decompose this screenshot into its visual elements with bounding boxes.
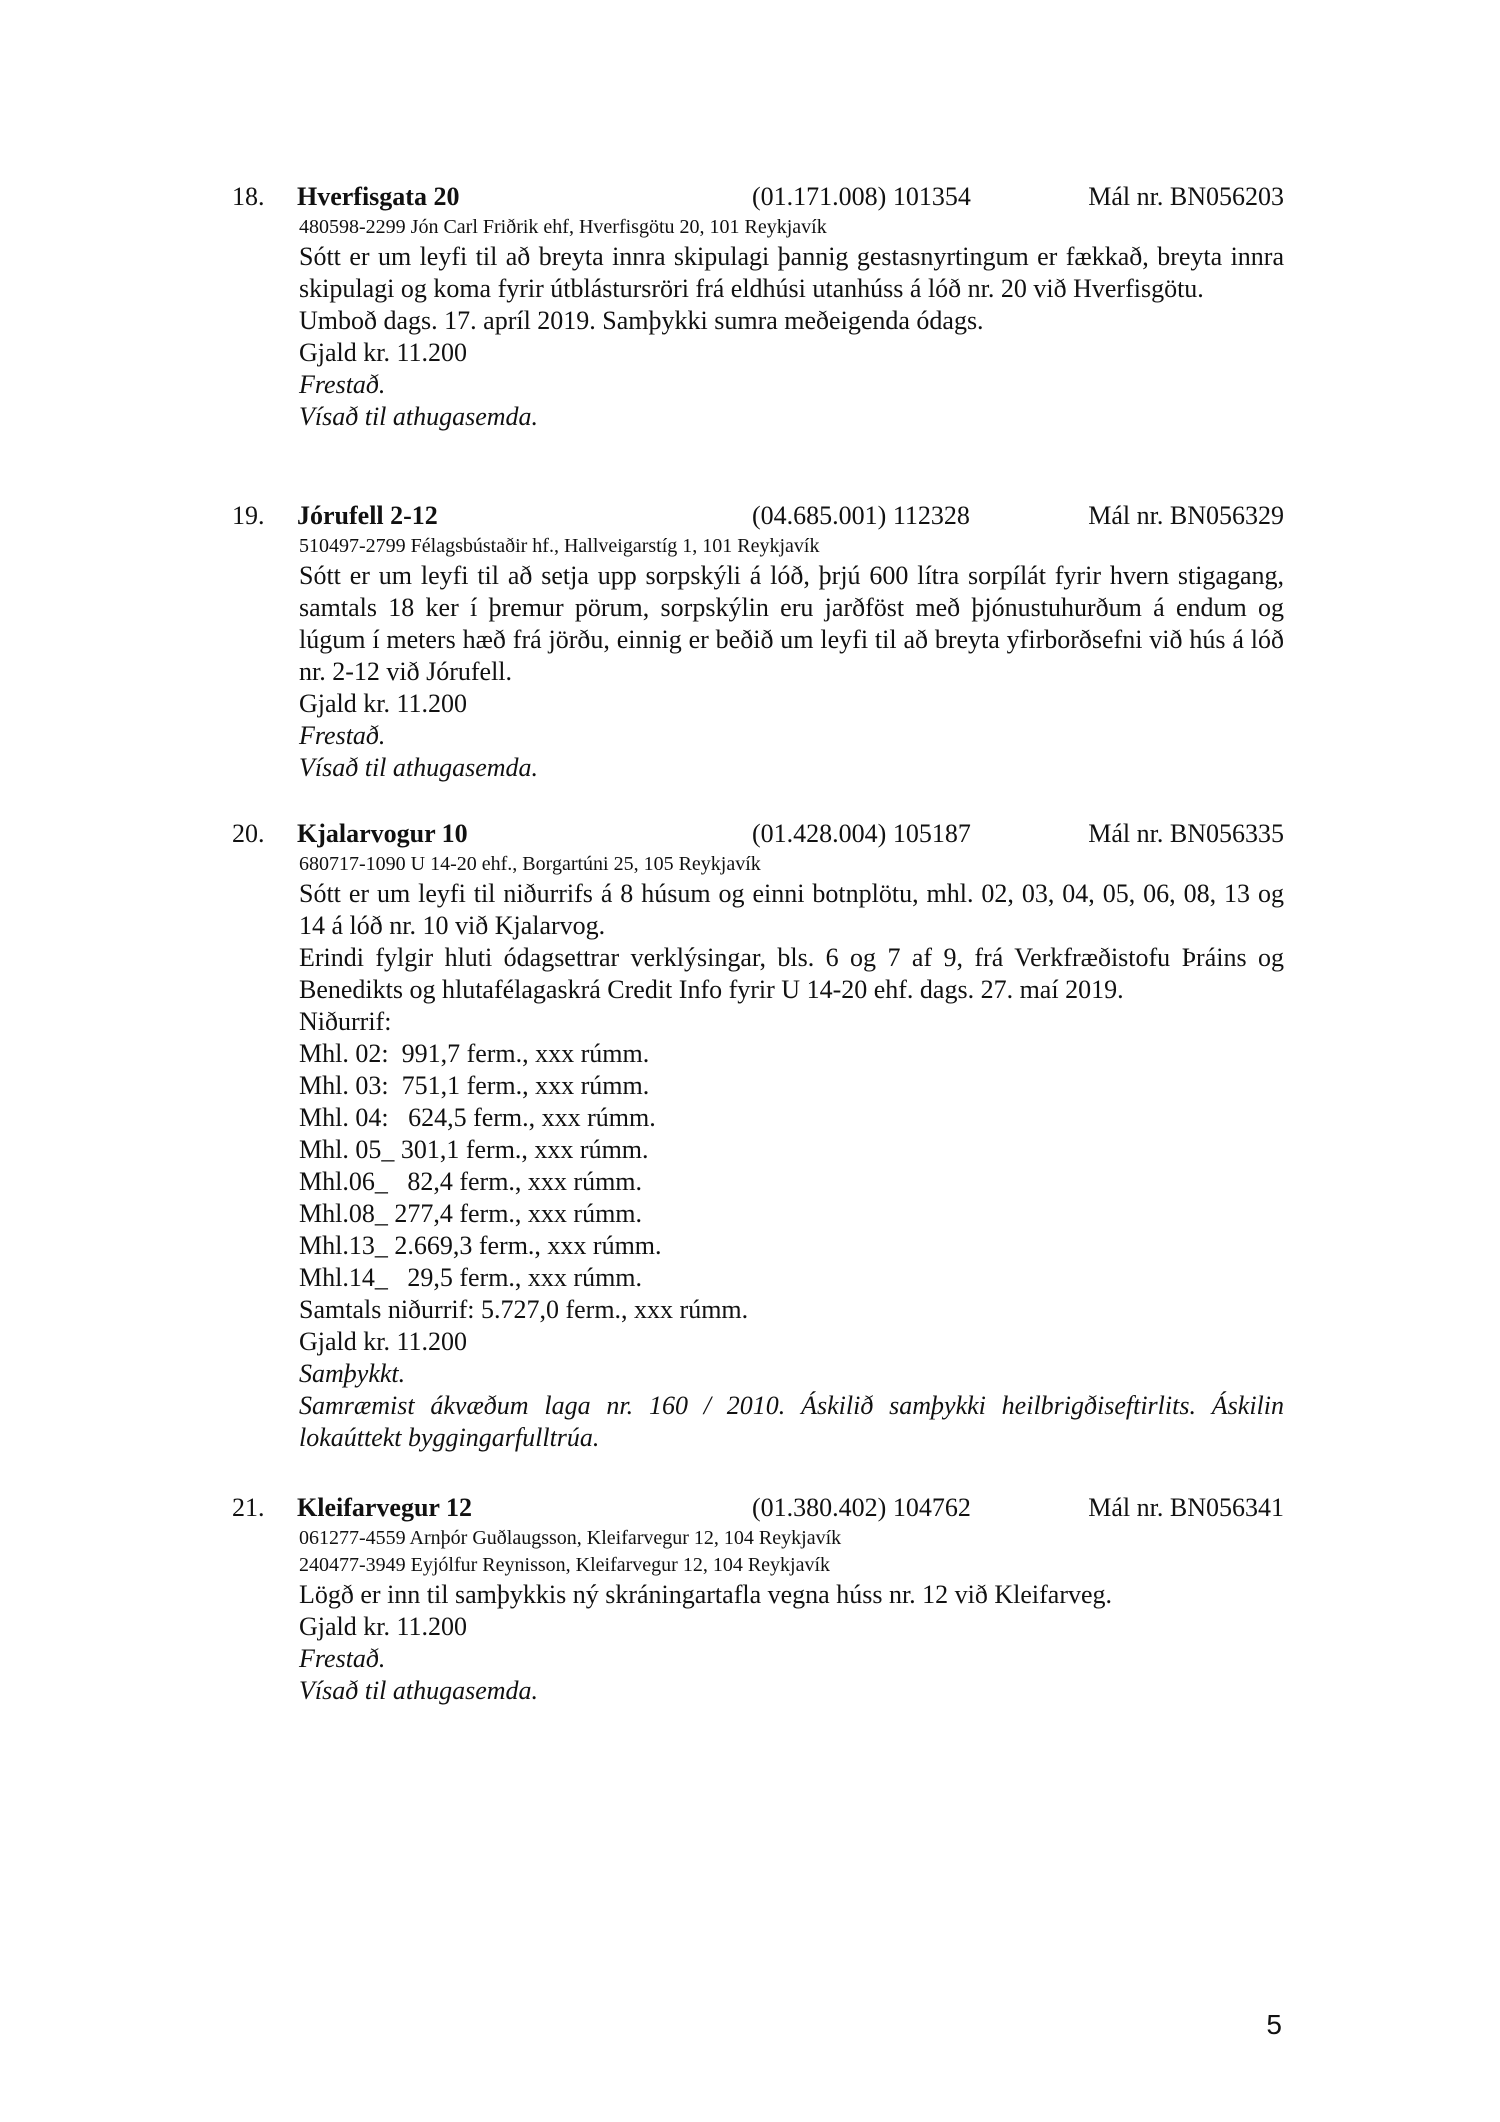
case-lot: (01.428.004) 105187 <box>752 819 971 848</box>
case-header <box>232 1491 1284 1525</box>
demolition-line: Mhl. 03: 751,1 ferm., xxx rúmm. <box>299 1071 650 1100</box>
case-fee: Gjald kr. 11.200 <box>299 338 468 367</box>
case-header <box>232 817 1284 851</box>
case-file-number: Mál nr. BN056341 <box>1088 1493 1284 1522</box>
case-address: Kjalarvogur 10 <box>297 819 468 848</box>
case-decision: Vísað til athugasemda. <box>299 753 539 782</box>
case-owner: 510497-2799 Félagsbústaðir hf., Hallveigarstíg 1, 101 Reykjavík <box>299 535 820 557</box>
case-attachment-note: Erindi fylgir hluti ódagsettrar verklýsingar, bls. 6 og 7 af 9, frá Verkfræðistofu Þráins og Benedikts og hlutafélagaskrá Credit Info fyrir U 14-20 ehf. dags. 27. maí 2019. <box>299 943 1284 1004</box>
case-lot: (01.380.402) 104762 <box>752 1493 971 1522</box>
demolition-total: Samtals niðurrif: 5.727,0 ferm., xxx rúmm. <box>299 1295 749 1324</box>
case-decision: Frestað. <box>299 721 386 750</box>
page-number: 5 <box>1266 2009 1282 2040</box>
case-header <box>232 180 1284 214</box>
case-owner: 240477-3949 Eyjólfur Reynisson, Kleifarvegur 12, 104 Reykjavík <box>299 1554 831 1576</box>
case-decision: Samþykkt. <box>299 1359 406 1388</box>
case-decision: Vísað til athugasemda. <box>299 1676 539 1705</box>
case-description: Sótt er um leyfi til að breyta innra skipulagi þannig gestasnyrtingum er fækkað, breyta innra skipulagi og koma fyrir útblástursröri frá eldhúsi utanhúss á lóð nr. 20 við Hverfisgötu. <box>299 242 1284 303</box>
case-address: Jórufell 2-12 <box>297 501 438 530</box>
case-address: Kleifarvegur 12 <box>297 1493 472 1522</box>
case-fee: Gjald kr. 11.200 <box>299 1612 468 1641</box>
case-item-20 <box>232 817 1284 1454</box>
case-description: Sótt er um leyfi til að setja upp sorpskýli á lóð, þrjú 600 lítra sorpílát fyrir hvern stigagang, samtals 18 ker í þremur pörum, sorpskýlin eru jarðföst með þjónustuhurðum á endum og lúgum í meters hæð frá jörðu, einnig er beðið um leyfi til að breyta yfirborðsefni við hús á lóð nr. 2-12 við Jórufell. <box>299 561 1284 686</box>
case-description: Sótt er um leyfi til niðurrifs á 8 húsum og einni botnplötu, mhl. 02, 03, 04, 05, 06, 08, 13 og 14 á lóð nr. 10 við Kjalarvog. <box>299 879 1284 940</box>
case-file-number: Mál nr. BN056329 <box>1088 501 1284 530</box>
case-header <box>232 499 1284 533</box>
case-decision: Frestað. <box>299 1644 386 1673</box>
demolition-line: Mhl.14_ 29,5 ferm., xxx rúmm. <box>299 1263 643 1292</box>
case-file-number: Mál nr. BN056203 <box>1088 182 1284 211</box>
demolition-line: Mhl. 05_ 301,1 ferm., xxx rúmm. <box>299 1135 649 1164</box>
case-number: 20. <box>232 819 265 848</box>
case-number: 21. <box>232 1493 265 1522</box>
case-fee: Gjald kr. 11.200 <box>299 689 468 718</box>
case-number: 19. <box>232 501 265 530</box>
case-owner: 480598-2299 Jón Carl Friðrik ehf, Hverfisgötu 20, 101 Reykjavík <box>299 216 827 238</box>
case-description: Lögð er inn til samþykkis ný skráningartafla vegna húss nr. 12 við Kleifarveg. <box>299 1580 1113 1609</box>
case-lot: (01.171.008) 101354 <box>752 182 971 211</box>
case-owner: 061277-4559 Arnþór Guðlaugsson, Kleifarvegur 12, 104 Reykjavík <box>299 1527 842 1549</box>
demolition-line: Mhl. 02: 991,7 ferm., xxx rúmm. <box>299 1039 650 1068</box>
case-address: Hverfisgata 20 <box>297 182 460 211</box>
case-decision: Frestað. <box>299 370 386 399</box>
demolition-line: Mhl.06_ 82,4 ferm., xxx rúmm. <box>299 1167 643 1196</box>
case-note: Umboð dags. 17. apríl 2019. Samþykki sumra meðeigenda ódags. <box>299 306 984 335</box>
case-lot: (04.685.001) 112328 <box>752 501 970 530</box>
case-decision: Vísað til athugasemda. <box>299 402 539 431</box>
case-item-19 <box>232 499 1284 784</box>
case-item-18 <box>232 180 1284 433</box>
case-conditions: Samræmist ákvæðum laga nr. 160 / 2010. Áskilið samþykki heilbrigðiseftirlits. Áskilin lokaúttekt byggingarfulltrúa. <box>299 1391 1284 1452</box>
case-owner: 680717-1090 U 14-20 ehf., Borgartúni 25, 105 Reykjavík <box>299 853 761 875</box>
demolition-line: Mhl.08_ 277,4 ferm., xxx rúmm. <box>299 1199 643 1228</box>
demolition-line: Mhl.13_ 2.669,3 ferm., xxx rúmm. <box>299 1231 662 1260</box>
demolition-heading: Niðurrif: <box>299 1007 392 1036</box>
case-file-number: Mál nr. BN056335 <box>1088 819 1284 848</box>
case-fee: Gjald kr. 11.200 <box>299 1327 468 1356</box>
case-item-21 <box>232 1491 1284 1707</box>
demolition-line: Mhl. 04: 624,5 ferm., xxx rúmm. <box>299 1103 656 1132</box>
case-number: 18. <box>232 182 265 211</box>
